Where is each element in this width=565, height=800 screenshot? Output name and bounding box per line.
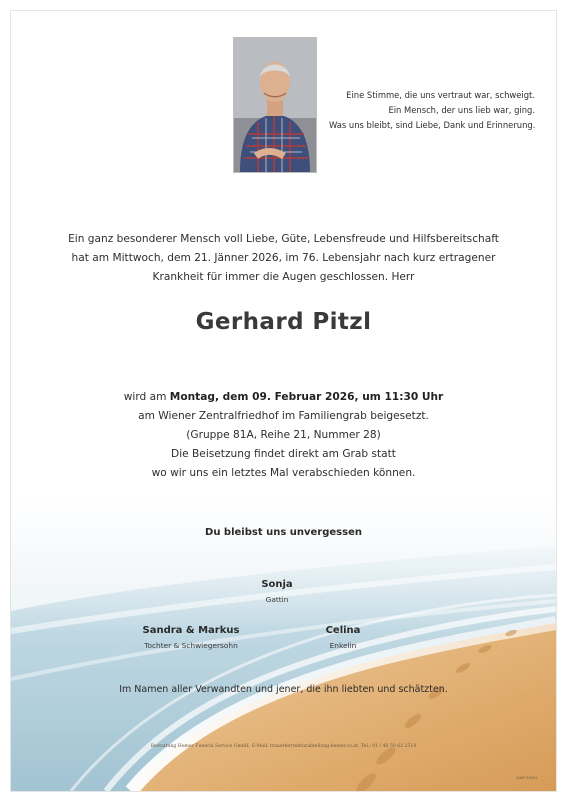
funeral-home-footer: Bestattung Hemer Funeral Service GmbH, E-Mail: trauerkorrekturabteilung-hemer.co.at, Tel.: 01 / 46 50 62 2514 [150,744,417,749]
mourner-sandra-markus [121,625,261,650]
deceased-name: Gerhard Pitzl [195,309,372,335]
mourner-name: Celina [325,625,361,636]
announcement-line: Krankheit für immer die Augen geschlossen. Herr [152,271,415,283]
quote-line: Eine Stimme, die uns vertraut war, schweigt. [346,90,535,100]
mourner-celina [298,625,388,650]
funeral-detail-line: wo wir uns ein letztes Mal verabschieden können. [151,467,416,479]
funeral-date-prefix: wird am [123,391,170,403]
announcement-line: Ein ganz besonderer Mensch voll Liebe, Güte, Lebensfreude und Hilfsbereitschaft [68,233,499,245]
funeral-details [51,388,516,483]
portrait-photo [233,37,317,173]
obituary-page [10,10,557,792]
announcement-line: hat am Mittwoch, dem 21. Jänner 2026, im 76. Lebensjahr nach kurz ertragener [71,252,496,264]
announcement-text [51,230,516,287]
quote-line: Ein Mensch, der uns lieb war, ging. [388,105,535,115]
mourner-relation: Gattin [265,595,289,604]
funeral-detail-line: Die Beisetzung findet direkt am Grab statt [171,448,396,460]
funeral-date-line [51,388,516,407]
funeral-date: Montag, dem 09. Februar 2026, um 11:30 Uhr [169,391,444,403]
unforgotten-heading: Du bleibst uns unvergessen [205,527,362,538]
mourner-sonja [227,579,327,604]
mourner-name: Sonja [261,579,293,590]
document-code: GAP 9/562 [516,775,538,780]
quote-line: Was uns bleibt, sind Liebe, Dank und Erinnerung. [329,120,536,130]
funeral-detail-line: am Wiener Zentralfriedhof im Familiengrab beigesetzt. [138,410,429,422]
closing-line: Im Namen aller Verwandten und jener, die ihn liebten und schätzten. [119,684,448,695]
memorial-quote [329,88,535,133]
mourner-relation: Enkelin [329,641,357,650]
funeral-detail-line: (Gruppe 81A, Reihe 21, Nummer 28) [186,429,381,441]
mourner-relation: Tochter & Schwiegersohn [144,641,238,650]
mourner-name: Sandra & Markus [142,625,240,636]
